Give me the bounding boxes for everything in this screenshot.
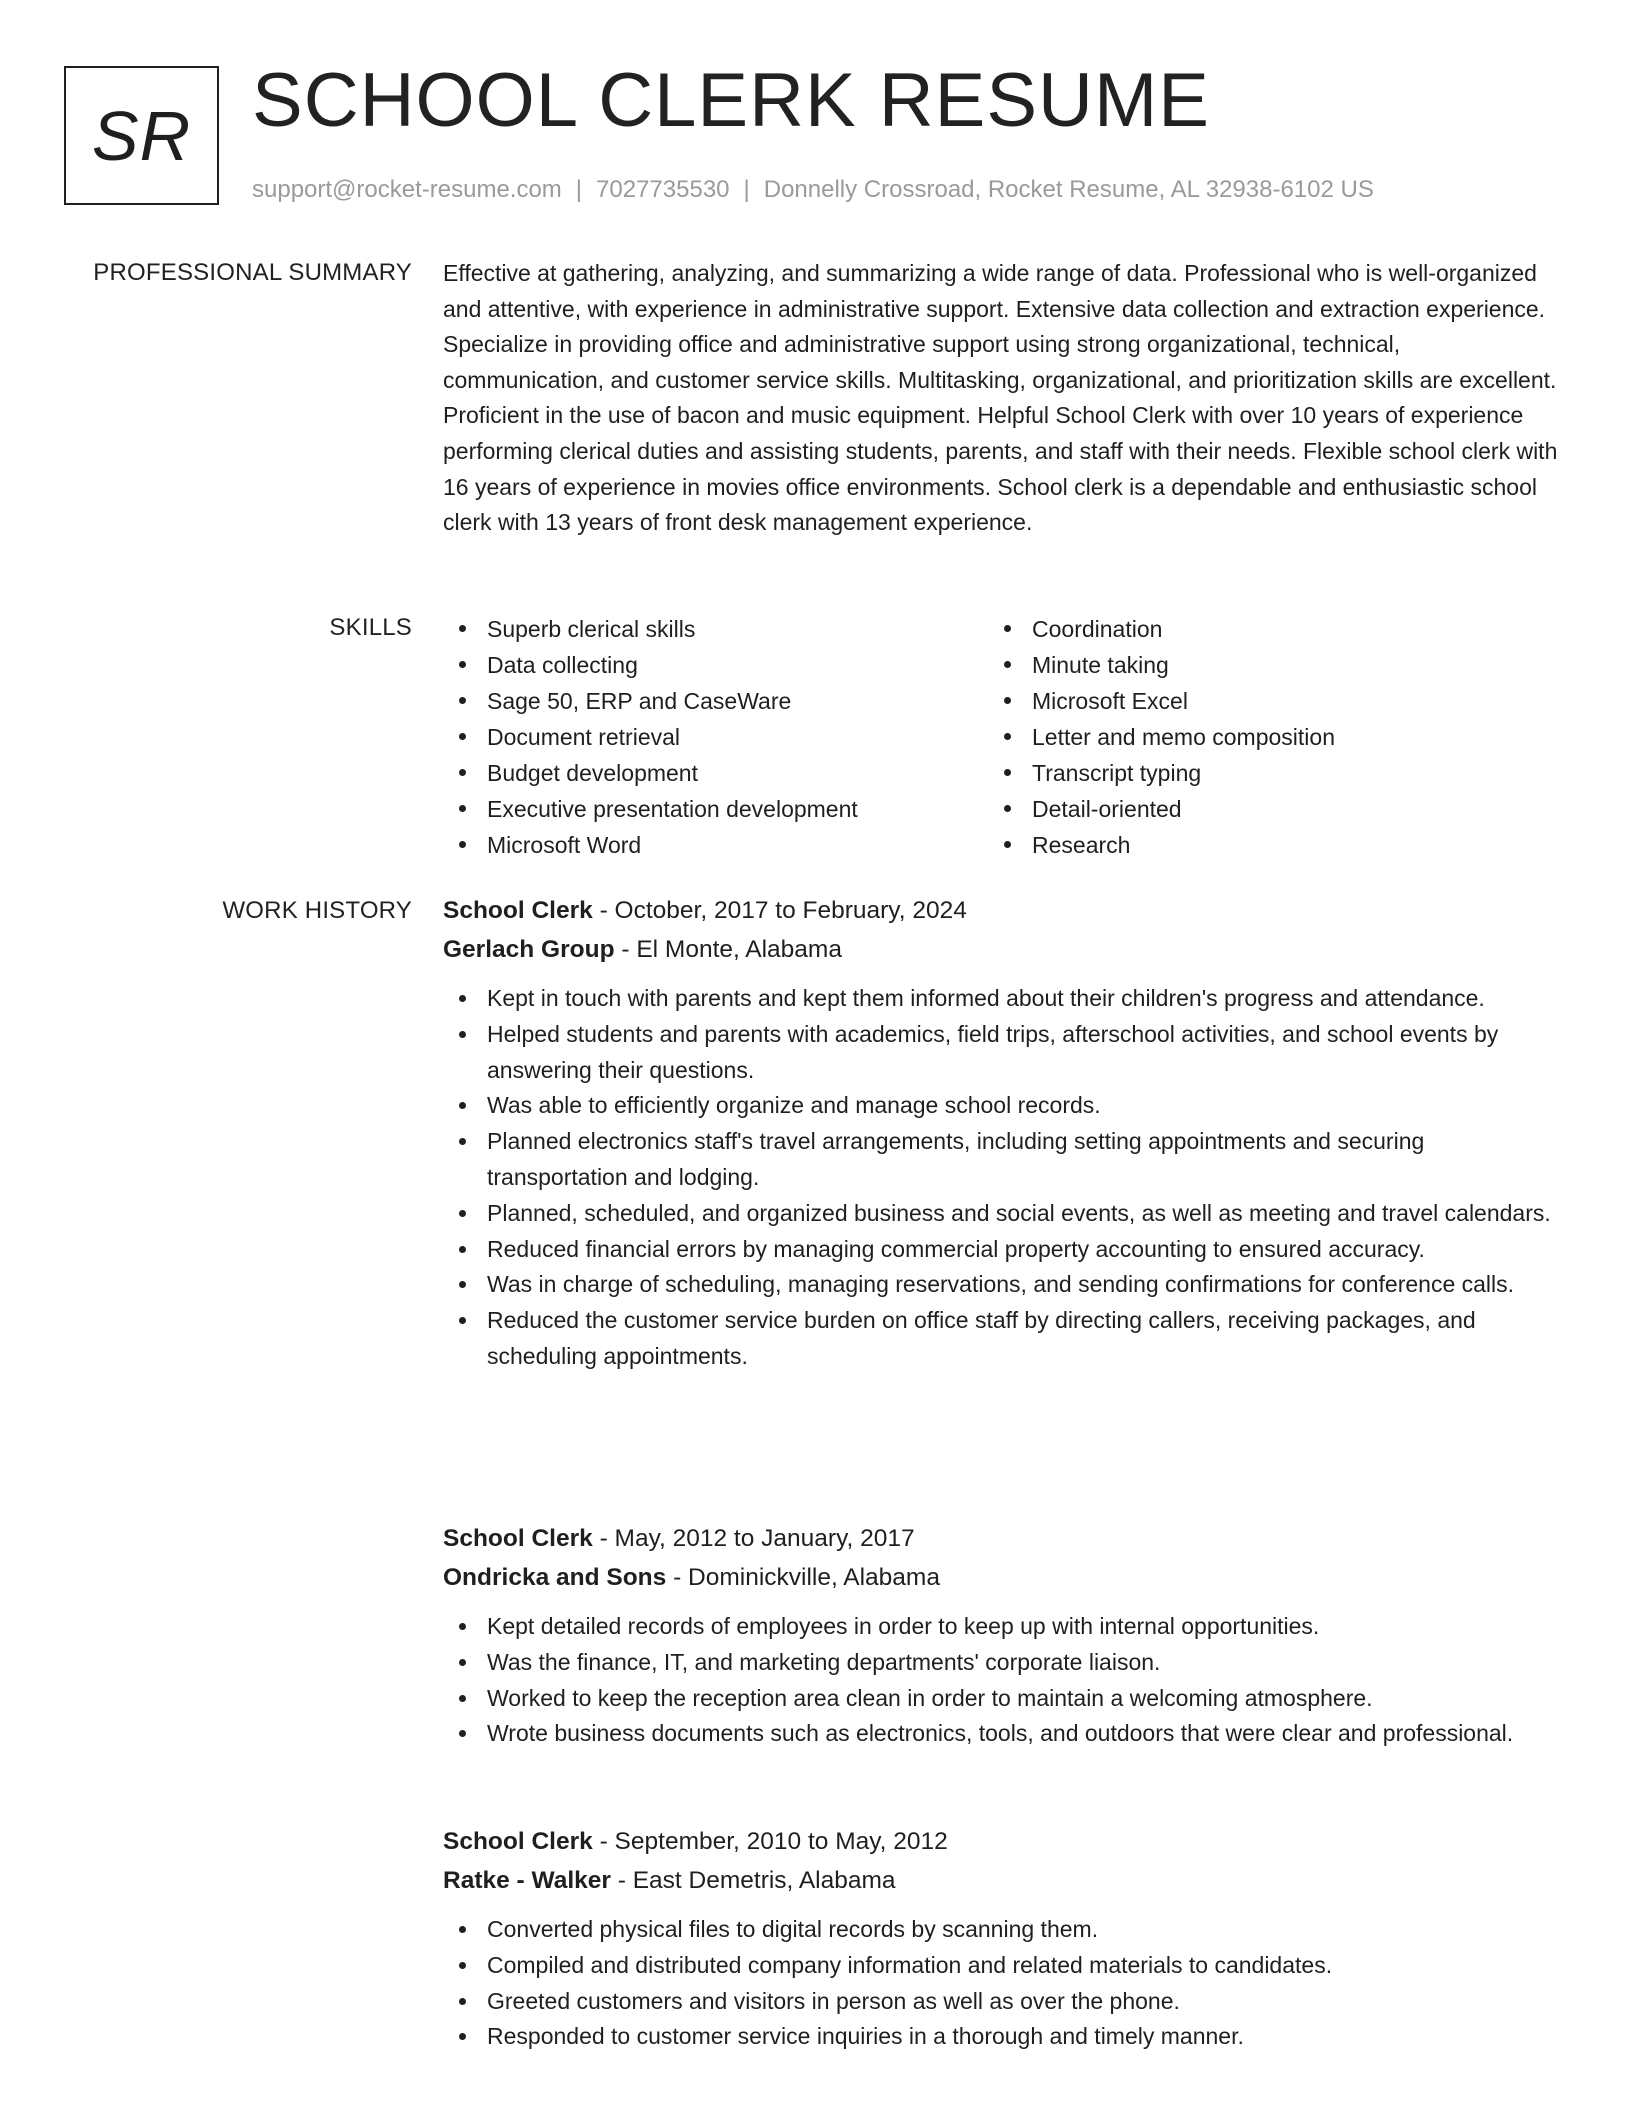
job-bullet: Converted physical files to digital records by scanning them. — [443, 1912, 1558, 1948]
job-title: School Clerk — [443, 897, 593, 924]
skills-grid — [443, 611, 1558, 863]
skill-item: Superb clerical skills — [443, 611, 988, 647]
summary-text: Effective at gathering, analyzing, and summarizing a wide range of data. Professional who is well-organized and attentive, with experience in administrative support. Extensive data collection and extraction experience. Specialize in providing office and administrative support using strong organizational, technical, communication, and customer service skills. Multitasking, organizational, and prioritization skills are excellent. Proficient in the use of bacon and music equipment. Helpful School Clerk with over 10 years of experience performing clerical duties and assisting students, parents, and staff with their needs. Flexible school clerk with 16 years of experience in movies office environments. School clerk is a dependable and enthusiastic school clerk with 13 years of front desk management experience. — [443, 260, 1558, 536]
skill-item: Sage 50, ERP and CaseWare — [443, 683, 988, 719]
contact-address: Donnelly Crossroad, Rocket Resume, AL 32938-6102 US — [763, 176, 1374, 203]
job-title: School Clerk — [443, 1525, 593, 1552]
work-label: WORK HISTORY — [222, 897, 412, 924]
skill-item: Microsoft Excel — [988, 683, 1548, 719]
job-entry — [443, 1519, 1558, 1752]
job-bullet: Was in charge of scheduling, managing reservations, and sending confirmations for conference calls. — [443, 1267, 1558, 1303]
job-entry — [443, 1822, 1558, 2055]
skill-item: Detail-oriented — [988, 791, 1548, 827]
job-location: - El Monte, Alabama — [614, 936, 842, 963]
skill-item: Letter and memo composition — [988, 719, 1548, 755]
skill-item: Microsoft Word — [443, 827, 988, 863]
skill-item: Coordination — [988, 611, 1548, 647]
job-bullet: Wrote business documents such as electronics, tools, and outdoors that were clear and professional. — [443, 1716, 1558, 1752]
job-title: School Clerk — [443, 1828, 593, 1855]
header — [252, 58, 1592, 206]
summary-body — [443, 256, 1558, 541]
job-bullet: Kept in touch with parents and kept them informed about their children's progress and attendance. — [443, 981, 1558, 1017]
job-location: - East Demetris, Alabama — [610, 1867, 896, 1894]
skill-item: Document retrieval — [443, 719, 988, 755]
job-title-line — [443, 1519, 1558, 1558]
skill-item: Transcript typing — [988, 755, 1548, 791]
contact-separator: | — [743, 176, 750, 203]
job-bullet: Planned electronics staff's travel arrangements, including setting appointments and securing transportation and lodging. — [443, 1124, 1558, 1196]
job-bullet: Was the finance, IT, and marketing departments' corporate liaison. — [443, 1645, 1558, 1681]
job-bullet: Compiled and distributed company information and related materials to candidates. — [443, 1948, 1558, 1984]
contact-line — [252, 174, 1592, 206]
skills-column-left — [443, 611, 988, 863]
skill-item: Budget development — [443, 755, 988, 791]
contact-separator: | — [575, 176, 583, 203]
job-bullet: Reduced the customer service burden on office staff by directing callers, receiving packages, and scheduling appointments. — [443, 1303, 1558, 1375]
skills-column-right — [988, 611, 1548, 863]
job-title-line — [443, 1822, 1558, 1861]
job-company: Ondricka and Sons — [443, 1564, 667, 1591]
job-dates: - October, 2017 to February, 2024 — [592, 897, 967, 924]
job-title-line — [443, 891, 1558, 930]
job-bullets — [443, 1912, 1558, 2055]
job-dates: - September, 2010 to May, 2012 — [592, 1828, 948, 1855]
job-bullet: Planned, scheduled, and organized business and social events, as well as meeting and travel calendars. — [443, 1196, 1558, 1232]
skills-body — [443, 611, 1558, 863]
job-company-line — [443, 1861, 1558, 1900]
job-bullet: Kept detailed records of employees in order to keep up with internal opportunities. — [443, 1609, 1558, 1645]
job-bullet: Was able to efficiently organize and manage school records. — [443, 1088, 1558, 1124]
job-dates: - May, 2012 to January, 2017 — [592, 1525, 915, 1552]
job-company-line — [443, 1558, 1558, 1597]
monogram-logo: SR — [64, 66, 219, 205]
job-bullet: Reduced financial errors by managing commercial property accounting to ensured accuracy. — [443, 1232, 1558, 1268]
job-company: Ratke - Walker — [443, 1867, 611, 1894]
skill-item: Research — [988, 827, 1548, 863]
job-bullet: Helped students and parents with academics, field trips, afterschool activities, and school events by answering their questions. — [443, 1017, 1558, 1089]
job-location: - Dominickville, Alabama — [666, 1564, 940, 1591]
resume-title: SCHOOL CLERK RESUME — [252, 58, 1210, 143]
skill-item: Executive presentation development — [443, 791, 988, 827]
job-bullet: Responded to customer service inquiries in a thorough and timely manner. — [443, 2019, 1558, 2055]
job-bullets — [443, 1609, 1558, 1752]
skill-item: Data collecting — [443, 647, 988, 683]
job-bullet: Greeted customers and visitors in person as well as over the phone. — [443, 1984, 1558, 2020]
job-bullet: Worked to keep the reception area clean in order to maintain a welcoming atmosphere. — [443, 1681, 1558, 1717]
job-company-line — [443, 930, 1558, 969]
job-entry — [443, 891, 1558, 1375]
skills-label: SKILLS — [329, 614, 412, 641]
contact-email: support@rocket-resume.com — [252, 176, 562, 203]
job-company: Gerlach Group — [443, 936, 615, 963]
job-bullets — [443, 981, 1558, 1375]
skill-item: Minute taking — [988, 647, 1548, 683]
contact-phone: 7027735530 — [596, 176, 730, 203]
summary-label: PROFESSIONAL SUMMARY — [93, 259, 412, 286]
